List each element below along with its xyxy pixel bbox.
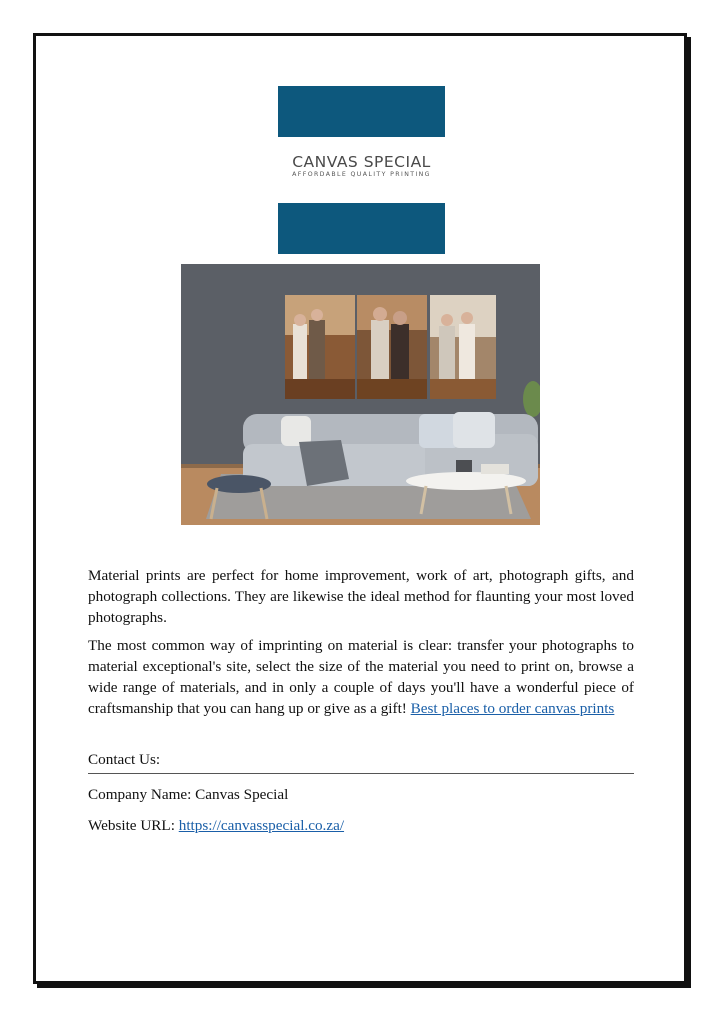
paragraph-process <box>88 635 634 719</box>
canvas-print-2 <box>357 295 427 399</box>
logo-name: CANVAS SPECIAL <box>292 153 431 171</box>
website-label: Website URL: <box>88 817 179 834</box>
page-frame <box>33 33 687 984</box>
canvas-print-1 <box>285 295 355 399</box>
canvas-print-3 <box>430 295 496 399</box>
room-interior-photo <box>181 264 540 525</box>
article-body <box>88 565 634 836</box>
website-line <box>88 815 634 836</box>
website-link[interactable]: https://canvasspecial.co.za/ <box>178 817 345 834</box>
contact-heading: Contact Us: <box>88 749 634 774</box>
best-places-link[interactable]: Best places to order canvas prints <box>410 700 615 717</box>
logo <box>278 153 445 178</box>
logo-tagline: AFFORDABLE QUALITY PRINTING <box>292 171 431 178</box>
logo-bar-top <box>278 86 445 137</box>
company-name: Company Name: Canvas Special <box>88 786 289 803</box>
paragraph-intro: Material prints are perfect for home improvement, work of art, photograph gifts, and photograph collections. They are likewise the ideal method for flaunting your most loved photographs. <box>88 567 634 626</box>
paragraph-process-text: The most common way of imprinting on material is clear: transfer your photographs to material exceptional's site, select the size of the material you need to print on, browse a wide range of materials, and in only a couple of days you'll have a wonderful piece of craftsmanship that you can hang up or give as a gift! <box>88 637 634 717</box>
logo-bar-bottom <box>278 203 445 254</box>
